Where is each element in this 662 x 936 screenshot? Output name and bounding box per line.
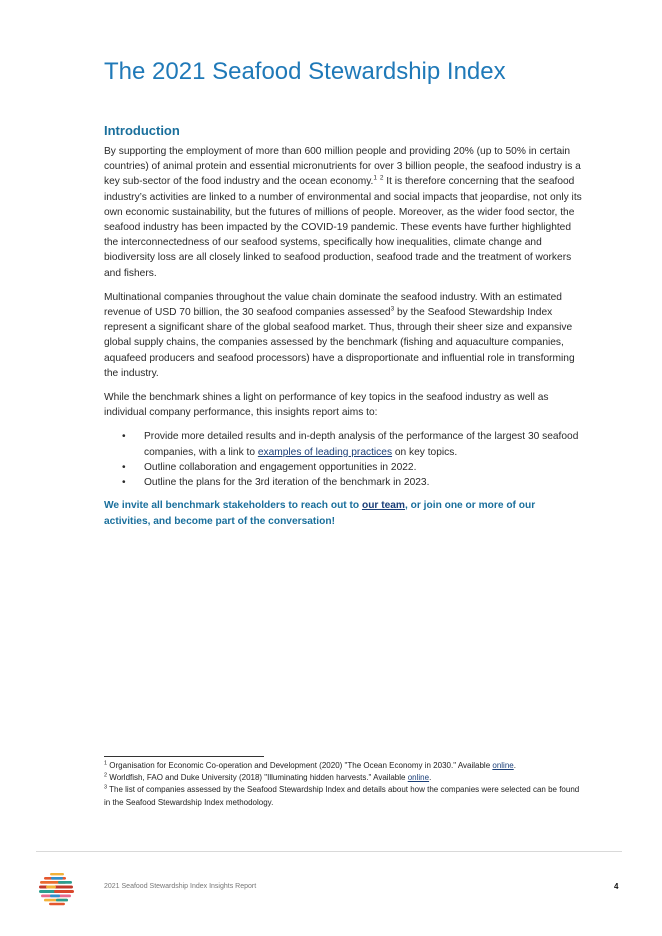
footnote-3 (104, 784, 584, 808)
aims-list (104, 429, 582, 490)
list-item-text: on key topics. (392, 446, 458, 458)
leading-practices-link[interactable]: examples of leading practices (257, 446, 393, 458)
intro-paragraph-1-text-a: By supporting the employment of more than 600 million people and providing 20% (up to 50% in certain countries) of animal protein and essential micronutrients for over 3 billion people, the seafood industry is a key sub-sector of the food industry and the ocean economy. (104, 146, 581, 188)
intro-paragraph-1-text-b: It is therefore concerning that the seafood industry’s activities are linked to a number of environmental and social impacts that jeopardise, not only its own economic sustainability, but the futures of millions of people. Moreover, as the wider food sector, the seafood industry has been impacted by the COVID-19 pandemic. These events have further highlighted the interconnectedness of our seafood systems, specifically how inequalities, climate change and biodiversity loss are all closely linked to seafood production, seafood trade and the treatment of workers and fishers. (104, 176, 582, 279)
footnote-1-online-link[interactable]: online (492, 761, 514, 770)
footnote-2 (104, 772, 584, 784)
bullet-marker: • (122, 477, 126, 489)
call-to-action-text: , or join one or more of our activities, and become part of the conversation! (104, 500, 536, 527)
list-item-text: Provide more detailed results and in-depth analysis of the performance of the largest 30 seafood companies, with a link to (144, 431, 579, 458)
main-content (104, 121, 582, 529)
footer-report-name: 2021 Seafood Stewardship Index Insights Report (104, 883, 257, 890)
footnote-ref-3: 3 (390, 305, 395, 313)
seafood-stewardship-logo-icon (38, 870, 76, 908)
intro-paragraph-2-text-b: by the Seafood Stewardship Index represent a significant share of the global seafood market. Thus, through their sheer size and expansive global supply chains, the companies assessed by the benchmark (fishing and aquaculture companies, aquafeed producers and seafood processors) have a disproportionate and influential role in transforming the industry. (104, 307, 575, 379)
footnotes (104, 760, 584, 809)
list-item (122, 475, 582, 490)
intro-paragraph-2 (104, 290, 582, 381)
footnote-1 (104, 760, 584, 772)
footnote-text: The list of companies assessed by the Seafood Stewardship Index and details about how the companies were selected can be found in the Seafood Stewardship Index methodology. (104, 785, 580, 807)
bullet-marker: • (122, 431, 126, 443)
list-item (122, 429, 582, 459)
list-item (122, 460, 582, 475)
footnote-ref-2: 2 (379, 175, 384, 183)
footnote-text: Worldfish, FAO and Duke University (2018) "Illuminating hidden harvests." Available (107, 773, 408, 783)
footnote-marker: 2 (104, 772, 108, 779)
call-to-action-text: We invite all benchmark stakeholders to reach out to (104, 500, 362, 512)
footer-divider (36, 851, 622, 852)
footnote-ref-1: 1 (373, 175, 377, 183)
footnote-marker: 1 (104, 760, 108, 767)
intro-paragraph-1 (104, 144, 582, 281)
our-team-link[interactable]: our team (361, 500, 405, 512)
list-item-text: Outline collaboration and engagement opportunities in 2022. (144, 461, 417, 473)
footnote-2-online-link[interactable]: online (407, 773, 430, 783)
section-heading-introduction: Introduction (104, 123, 180, 138)
footnote-end: . (429, 773, 432, 783)
page-number: 4 (614, 882, 619, 891)
bullet-marker: • (122, 461, 126, 473)
call-to-action (104, 498, 582, 529)
footnote-end: . (513, 761, 516, 770)
footnote-divider (104, 756, 264, 757)
list-item-text: Outline the plans for the 3rd iteration of the benchmark in 2023. (144, 477, 430, 489)
footnote-text: Organisation for Economic Co-operation and Development (2020) "The Ocean Economy in 2030." Available (107, 761, 493, 770)
intro-paragraph-3: While the benchmark shines a light on performance of key topics in the seafood industry as well as individual company performance, this insights report aims to: (104, 392, 549, 419)
intro-paragraph-2-text-a: Multinational companies throughout the value chain dominate the seafood industry. With an estimated revenue of USD 70 billion, the 30 seafood companies assessed (104, 291, 562, 319)
footnote-marker: 3 (104, 784, 108, 791)
page-title: The 2021 Seafood Stewardship Index (104, 58, 506, 85)
